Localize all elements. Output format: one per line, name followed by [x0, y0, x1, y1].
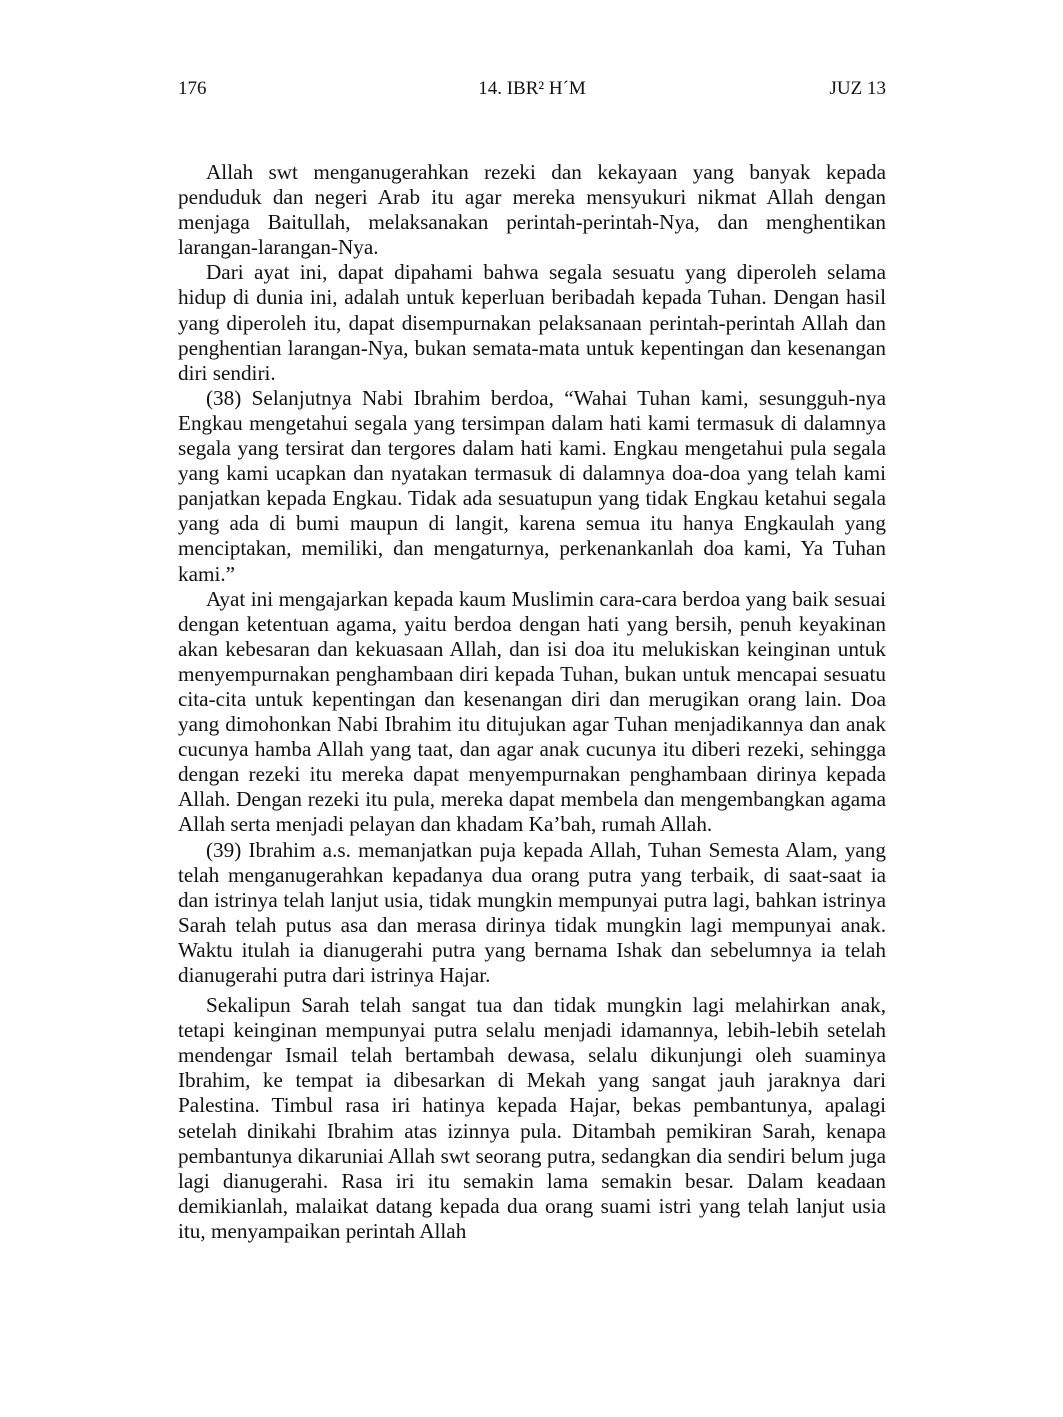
paragraph: Ayat ini mengajarkan kepada kaum Muslimin cara-cara berdoa yang baik sesuai dengan ketentuan agama, yaitu berdoa dengan hati yang bersih, penuh keyakinan akan kebesaran dan kekuasaan Allah, dan isi doa itu melukiskan keinginan untuk menyempurnakan penghambaan diri kepada Tuhan, bukan untuk mencapai sesuatu cita-cita untuk kepentingan dan kesenangan diri dan merugikan orang lain. Doa yang dimohonkan Nabi Ibrahim itu ditujukan agar Tuhan menjadikannya dan anak cucunya hamba Allah yang taat, dan agar anak cucunya itu diberi rezeki, sehingga dengan rezeki itu mereka dapat menyempurnakan penghambaan dirinya kepada Allah. Dengan rezeki itu pula, mereka dapat membela dan mengembangkan agama Allah serta menjadi pelayan dan khadam Ka’bah, rumah Allah. [178, 586, 886, 837]
chapter-title: 14. IBR² H´M [478, 78, 586, 99]
juz-label: JUZ 13 [829, 78, 886, 99]
body-text [178, 160, 886, 1244]
paragraph: (38) Selanjutnya Nabi Ibrahim berdoa, “Wahai Tuhan kami, sesungguh-nya Engkau mengetahui segala yang tersimpan dalam hati kami termasuk di dalamnya segala yang tersirat dan tergores dalam hati kami. Engkau mengetahui pula segala yang kami ucapkan dan nyatakan termasuk di dalamnya doa-doa yang telah kami panjatkan kepada Engkau. Tidak ada sesuatupun yang tidak Engkau ketahui segala yang ada di bumi maupun di langit, karena semua itu hanya Engkaulah yang menciptakan, memiliki, dan mengaturnya, perkenankanlah doa kami, Ya Tuhan kami.” [178, 385, 886, 586]
paragraph: Allah swt menganugerahkan rezeki dan kekayaan yang banyak kepada penduduk dan negeri Arab itu agar mereka mensyukuri nikmat Allah dengan menjaga Baitullah, melaksanakan perintah-perintah-Nya, dan menghentikan larangan-larangan-Nya. [178, 160, 886, 260]
paragraph: Dari ayat ini, dapat dipahami bahwa segala sesuatu yang diperoleh selama hidup di dunia ini, adalah untuk keperluan beribadah kepada Tuhan. Dengan hasil yang diperoleh itu, dapat disempurnakan pelaksanaan perintah-perintah Allah dan penghentian larangan-Nya, bukan semata-mata untuk kepentingan dan kesenangan diri sendiri. [178, 260, 886, 385]
page-number: 176 [178, 78, 207, 99]
running-header [178, 76, 886, 102]
paragraph: Sekalipun Sarah telah sangat tua dan tidak mungkin lagi melahirkan anak, tetapi keinginan mempunyai putra selalu menjadi idamannya, lebih-lebih setelah mendengar Ismail telah bertambah dewasa, selalu dikunjungi oleh suaminya Ibrahim, ke tempat ia dibesarkan di Mekah yang sangat jauh jaraknya dari Palestina. Timbul rasa iri hatinya kepada Hajar, bekas pembantunya, apalagi setelah dinikahi Ibrahim atas izinnya pula. Ditambah pemikiran Sarah, kenapa pembantunya dikaruniai Allah swt seorang putra, sedangkan dia sendiri belum juga lagi dianugerahi. Rasa iri itu semakin lama semakin besar. Dalam keadaan demikianlah, malaikat datang kepada dua orang suami istri yang telah lanjut usia itu, menyampaikan perintah Allah [178, 993, 886, 1243]
paragraph: (39) Ibrahim a.s. memanjatkan puja kepada Allah, Tuhan Semesta Alam, yang telah menganugerahkan kepadanya dua orang putra yang terbaik, di saat-saat ia dan istrinya telah lanjut usia, tidak mungkin mempunyai putra lagi, bahkan istrinya Sarah telah putus asa dan merasa dirinya tidak mungkin lagi mempunyai anak. Waktu itulah ia dianugerahi putra yang bernama Ishak dan sebelumnya ia telah dianugerahi putra dari istrinya Hajar. [178, 837, 886, 987]
